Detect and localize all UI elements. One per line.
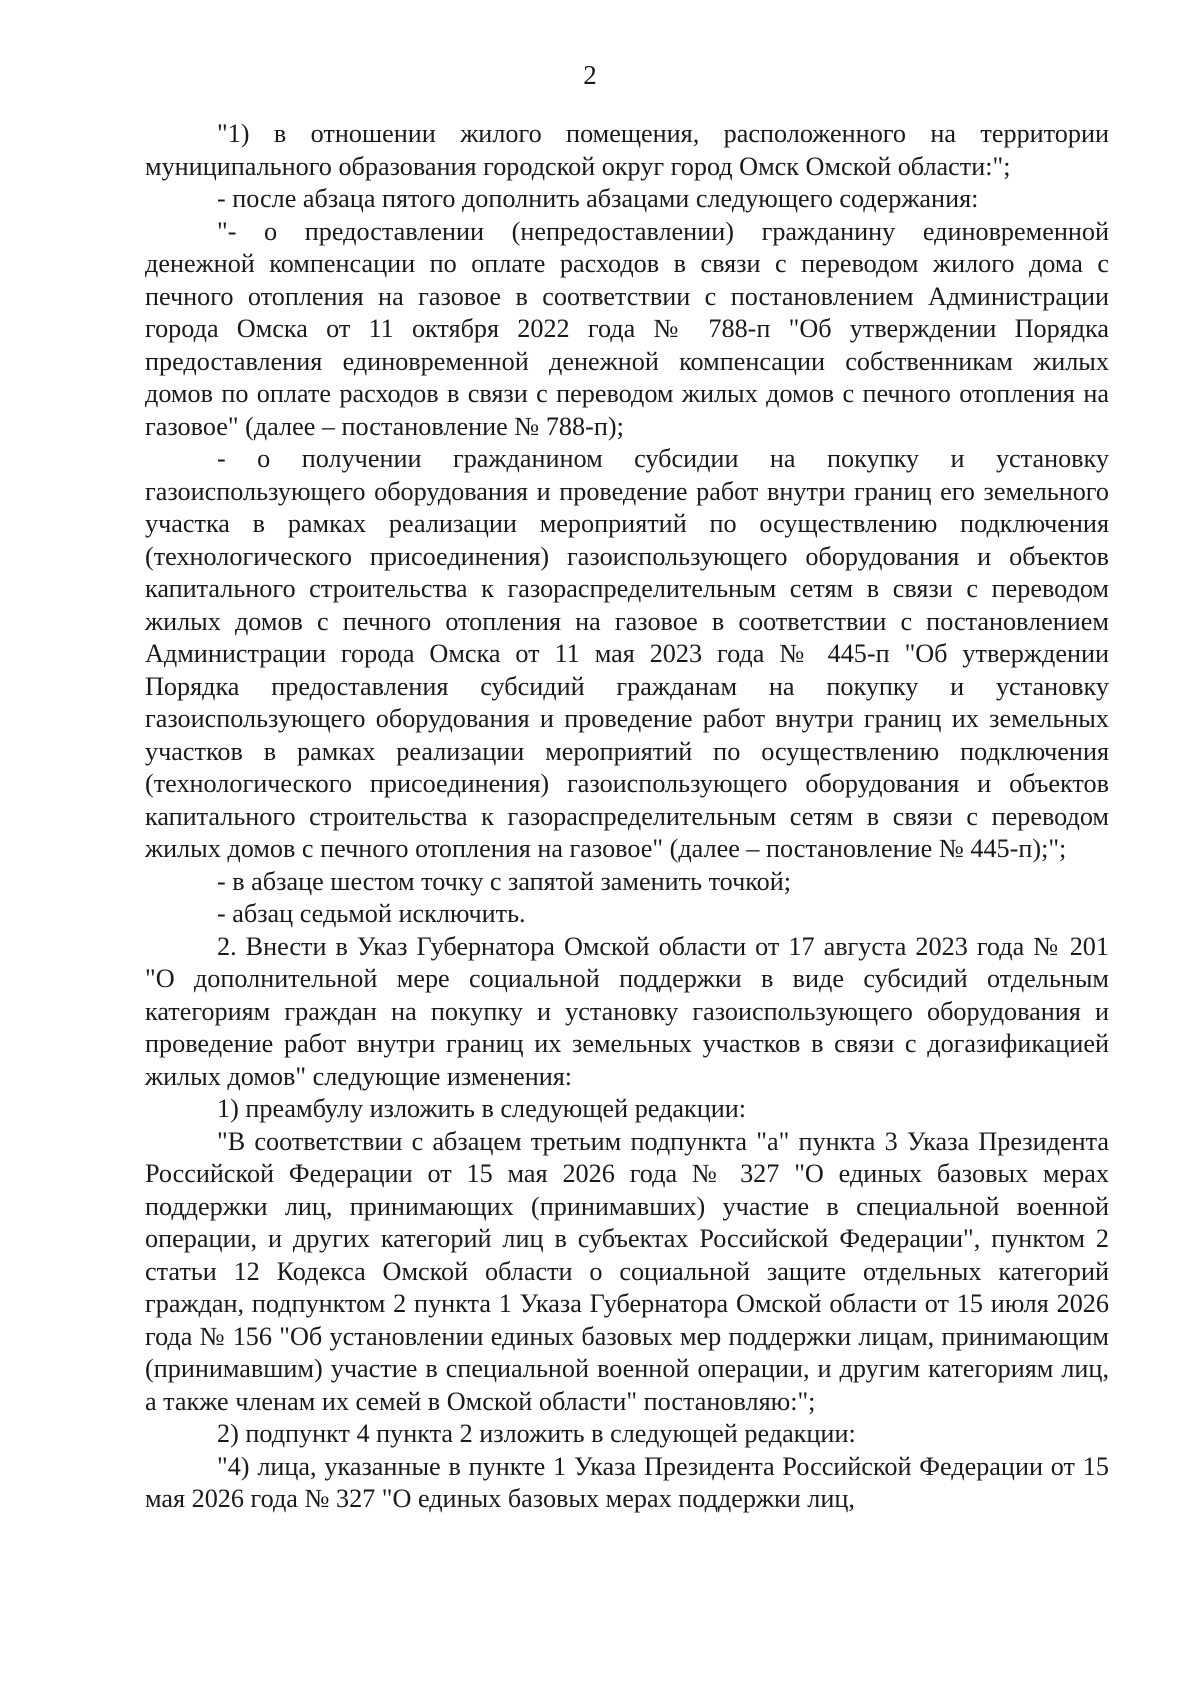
paragraph-5: - в абзаце шестом точку с запятой заменить точкой;	[217, 866, 792, 896]
paragraph-8: 1) преамбулу изложить в следующей редакции:	[217, 1094, 747, 1123]
paragraph-2: - после абзаца пятого дополнить абзацами следующего содержания:	[217, 184, 979, 213]
paragraph-3: "- о предоставлении (непредоставлении) гражданину единовременной денежной компенсации по оплате расходов в связи с переводом жилого дома с печного отопления на газовое в соответствии с постановлением Администрации города Омска от 11 октября 2022 года № 788-п "Об утверждении Порядка предоставления единовременной денежной компенсации собственникам жилых домов по оплате расходов в связи с переводом жилых домов с печного отопления на газовое" (далее – постановление № 788-п);	[145, 216, 1109, 441]
paragraph-6: - абзац седьмой исключить.	[217, 899, 526, 928]
page-number: 2	[583, 60, 597, 90]
paragraph-9: "В соответствии с абзацем третьим подпункта "а" пункта 3 Указа Президента Российской Федерации от 15 мая 2026 года № 327 "О единых базовых мерах поддержки лиц, принимающих (принимавших) участие в специальной военной операции, и других категорий лиц в субъектах Российской Федерации", пунктом 2 статьи 12 Кодекса Омской области о социальной защите отдельных категорий граждан, подпунктом 2 пункта 1 Указа Губернатора Омской области от 15 июля 2026 года № 156 "Об установлении единых базовых мер поддержки лицам, принимающим (принимавшим) участие в специальной военной операции, и другим категориям лиц, а также членам их семей в Омской области" постановляю:";	[145, 1126, 1109, 1416]
paragraph-10: 2) подпункт 4 пункта 2 изложить в следующей редакции:	[217, 1419, 856, 1448]
paragraph-11: "4) лица, указанные в пункте 1 Указа Президента Российской Федерации от 15 мая 2026 года № 327 "О единых базовых мерах поддержки лиц,	[145, 1451, 1109, 1513]
paragraph-4: - о получении гражданином субсидии на покупку и установку газоиспользующего оборудования и проведение работ внутри границ его земельного участка в рамках реализации мероприятий по осуществлению подключения (технологического присоединения) газоиспользующего оборудования и объектов капитального строительства к газораспределительным сетям в связи с переводом жилых домов с печного отопления на газовое в соответствии с постановлением Администрации города Омска от 11 мая 2023 года № 445-п "Об утверждении Порядка предоставления субсидий гражданам на покупку и установку газоиспользующего оборудования и проведение работ внутри границ их земельных участков в рамках реализации мероприятий по осуществлению подключения (технологического присоединения) газоиспользующего оборудования и объектов капитального строительства к газораспределительным сетям в связи с переводом жилых домов с печного отопления на газовое" (далее – постановление № 445-п);";	[145, 444, 1109, 863]
document-body	[145, 118, 1109, 1516]
paragraph-7: 2. Внести в Указ Губернатора Омской области от 17 августа 2023 года № 201 "О дополнительной мере социальной поддержки в виде субсидий отдельным категориям граждан на покупку и установку газоиспользующего оборудования и проведение работ внутри границ их земельных участков в связи с догазификацией жилых домов" следующие изменения:	[145, 931, 1109, 1091]
paragraph-1: "1) в отношении жилого помещения, расположенного на территории муниципального образования городской округ город Омск Омской области:";	[145, 119, 1109, 181]
